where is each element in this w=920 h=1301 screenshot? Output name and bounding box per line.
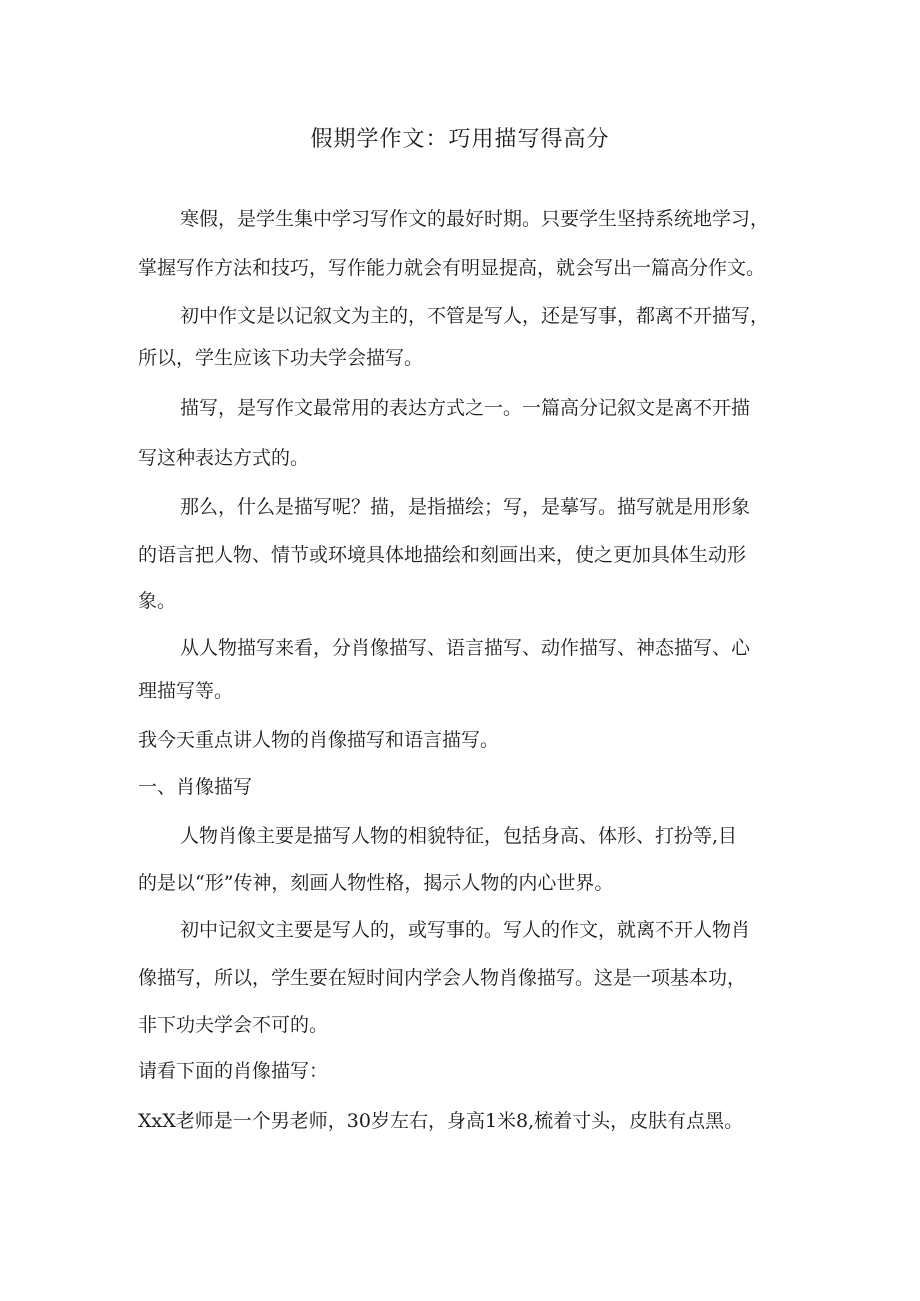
paragraph-line: 人物肖像主要是描写人物的相貌特征，包括身高、体形、打扮等,目 (180, 825, 738, 847)
paragraph-line: 象。 (138, 590, 177, 612)
paragraph-line: 初中作文是以记叙文为主的，不管是写人，还是写事，都离不开描写， (180, 305, 770, 327)
paragraph-line: 掌握写作方法和技巧，写作能力就会有明显提高，就会写出一篇高分作文。 (138, 257, 766, 279)
paragraph-line: 的是以“形”传神，刻画人物性格，揭示人物的内心世界。 (138, 872, 614, 894)
paragraph-line: 初中记叙文主要是写人的，或写事的。写人的作文，就离不开人物肖 (180, 919, 751, 941)
paragraph-line: 从人物描写来看，分肖像描写、语言描写、动作描写、神态描写、心 (180, 637, 751, 659)
paragraph-line: 的语言把人物、情节或环境具体地描绘和刻画出来，使之更加具体生动形 (138, 544, 747, 566)
document-title: 假期学作文：巧用描写得高分 (310, 127, 610, 152)
paragraph-line: 理描写等。 (138, 680, 234, 702)
paragraph-line: 非下功夫学会不可的。 (138, 1014, 329, 1036)
paragraph-line: 写这种表达方式的。 (138, 447, 310, 469)
paragraph-line: 描写，是写作文最常用的表达方式之一。一篇高分记叙文是离不开描 (180, 397, 751, 419)
paragraph-line: 像描写，所以，学生要在短时间内学会人物肖像描写。这是一项基本功， (138, 967, 747, 989)
section-heading: 一、肖像描写 (138, 776, 253, 798)
paragraph-line: 请看下面的肖像描写： (138, 1060, 329, 1082)
paragraph-line: XxX老师是一个男老师，30岁左右，身高1米8,梳着寸头，皮肤有点黑。 (138, 1110, 744, 1132)
paragraph-line: 那么，什么是描写呢？描，是指描绘；写，是摹写。描写就是用形象 (180, 496, 751, 518)
paragraph-line: 寒假，是学生集中学习写作文的最好时期。只要学生坚持系统地学习， (180, 208, 770, 230)
paragraph-line: 我今天重点讲人物的肖像描写和语言描写。 (138, 729, 500, 751)
paragraph-line: 所以，学生应该下功夫学会描写。 (138, 347, 424, 369)
